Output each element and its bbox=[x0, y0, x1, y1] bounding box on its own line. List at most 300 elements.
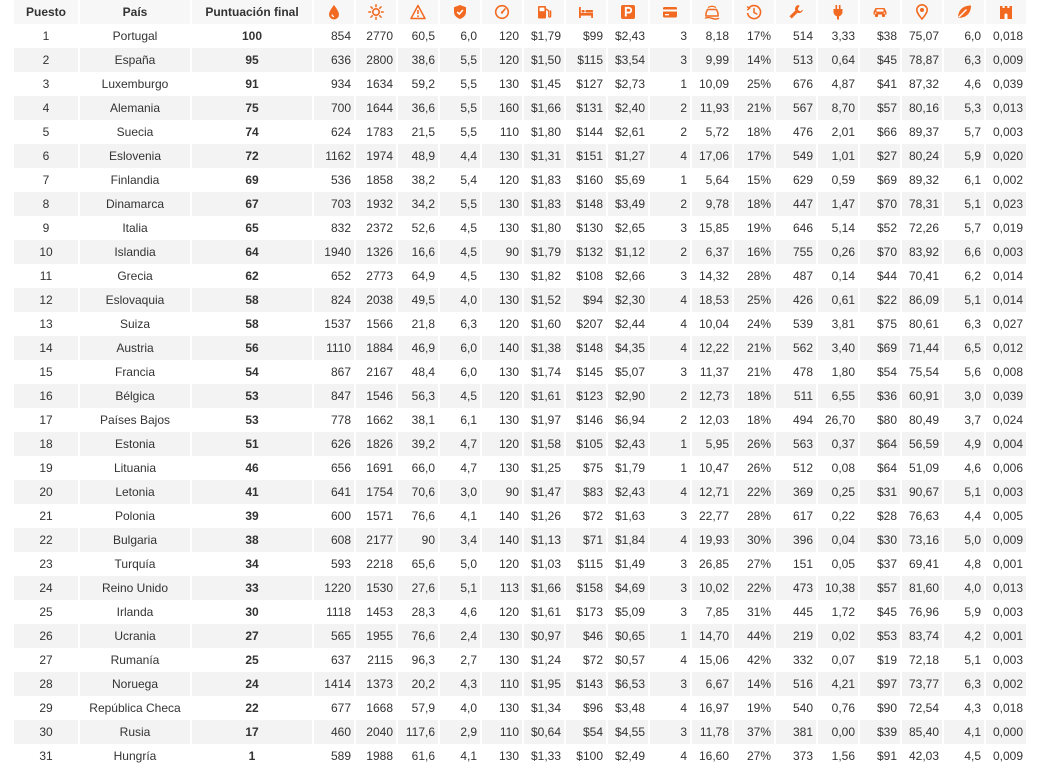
metric-cell-parking: $4,69 bbox=[608, 576, 648, 600]
metric-cell-leaf: 5,1 bbox=[944, 480, 984, 504]
rank-cell: 8 bbox=[14, 192, 78, 216]
metric-cell-car: $70 bbox=[860, 240, 900, 264]
metric-cell-ev-plug: 1,56 bbox=[831, 749, 855, 763]
metric-cell-wrench: 513 bbox=[776, 48, 816, 72]
metric-cell-sun: 1826 bbox=[356, 432, 396, 456]
metric-cell-parking: $1,84 bbox=[608, 528, 648, 552]
metric-cell-fuel-pump: $1,74 bbox=[530, 365, 561, 379]
metric-cell-ev-plug: 0,64 bbox=[818, 48, 858, 72]
metric-cell-leaf: 6,0 bbox=[964, 29, 981, 43]
metric-cell-speedometer: 90 bbox=[482, 480, 522, 504]
metric-cell-car-wash: 5,95 bbox=[692, 432, 732, 456]
metric-cell-parking: $4,35 bbox=[608, 336, 648, 360]
rank-cell: 6 bbox=[14, 144, 78, 168]
metric-cell-speedometer: 130 bbox=[498, 269, 519, 283]
metric-cell-warning: 38,6 bbox=[398, 48, 438, 72]
metric-cell-drop: 637 bbox=[330, 653, 351, 667]
table-row bbox=[14, 384, 1026, 408]
metric-cell-car-wash: 9,99 bbox=[692, 48, 732, 72]
metric-cell-car-wash: 12,03 bbox=[698, 413, 729, 427]
header-fuel bbox=[524, 0, 564, 24]
country-cell: Dinamarca bbox=[80, 192, 190, 216]
rank-cell: 15 bbox=[39, 365, 53, 379]
table-row bbox=[14, 120, 1026, 144]
metric-cell-bed: $145 bbox=[576, 365, 603, 379]
table-row bbox=[14, 720, 1026, 744]
metric-cell-warning: 76,6 bbox=[398, 624, 438, 648]
metric-cell-leaf: 4,1 bbox=[944, 720, 984, 744]
metric-cell-drop: 1118 bbox=[326, 605, 351, 619]
metric-cell-warning: 48,4 bbox=[411, 365, 435, 379]
metric-cell-car-wash: 11,78 bbox=[692, 720, 732, 744]
fuel-pump-icon bbox=[536, 4, 552, 20]
metric-cell-ev-plug: 0,59 bbox=[831, 173, 855, 187]
metric-cell-castle: 0,002 bbox=[992, 173, 1023, 187]
metric-cell-location-pin: 71,44 bbox=[902, 336, 942, 360]
metric-cell-credit-card: 2 bbox=[650, 192, 690, 216]
metric-cell-wrench: 369 bbox=[776, 480, 816, 504]
metric-cell-car-wash: 11,37 bbox=[699, 365, 729, 379]
metric-cell-parking: $5,69 bbox=[614, 173, 645, 187]
rank-cell: 21 bbox=[39, 509, 53, 523]
header-country: País bbox=[80, 0, 190, 24]
metric-cell-car-wash: 6,67 bbox=[692, 672, 732, 696]
metric-cell-location-pin: 86,09 bbox=[902, 288, 942, 312]
metric-cell-speedometer: 140 bbox=[482, 528, 522, 552]
metric-cell-warning: 76,6 bbox=[411, 509, 435, 523]
metric-cell-bed: $130 bbox=[576, 221, 603, 235]
metric-cell-car: $64 bbox=[860, 432, 900, 456]
metric-cell-clock: 15% bbox=[746, 173, 771, 187]
metric-cell-castle: 0,039 bbox=[992, 77, 1023, 91]
country-cell: Francia bbox=[114, 365, 155, 379]
metric-cell-car: $41 bbox=[876, 77, 897, 91]
country-cell: Suecia bbox=[116, 125, 154, 139]
metric-cell-parking: $3,54 bbox=[608, 48, 648, 72]
metric-cell-car: $57 bbox=[860, 96, 900, 120]
metric-cell-wrench: 540 bbox=[792, 701, 813, 715]
warning-icon bbox=[410, 4, 426, 20]
metric-cell-leaf: 4,6 bbox=[964, 77, 981, 91]
metric-cell-shield: 5,5 bbox=[440, 192, 480, 216]
metric-cell-location-pin: 42,03 bbox=[908, 749, 939, 763]
drop-icon bbox=[326, 4, 342, 20]
metric-cell-drop: 1110 bbox=[314, 336, 354, 360]
metric-cell-castle: 0,020 bbox=[986, 144, 1026, 168]
metric-cell-sun: 2038 bbox=[356, 288, 396, 312]
car-wash-icon bbox=[704, 4, 720, 20]
metric-cell-ev-plug: 3,33 bbox=[831, 29, 855, 43]
metric-cell-drop: 589 bbox=[330, 749, 351, 763]
metric-cell-leaf: 5,7 bbox=[964, 125, 981, 139]
header-row bbox=[14, 0, 1026, 24]
score-cell: 22 bbox=[245, 701, 259, 715]
metric-cell-drop: 867 bbox=[330, 365, 351, 379]
metric-cell-speedometer: 120 bbox=[498, 29, 519, 43]
metric-cell-speedometer: 110 bbox=[482, 720, 522, 744]
metric-cell-location-pin: 76,96 bbox=[908, 605, 939, 619]
metric-cell-wrench: 332 bbox=[792, 653, 813, 667]
metric-cell-car-wash: 5,64 bbox=[705, 173, 729, 187]
score-cell: 46 bbox=[245, 461, 259, 475]
metric-cell-warning: 16,6 bbox=[398, 240, 438, 264]
metric-cell-castle: 0,024 bbox=[992, 413, 1023, 427]
metric-cell-wrench: 549 bbox=[776, 144, 816, 168]
metric-cell-location-pin: 76,63 bbox=[908, 509, 939, 523]
metric-cell-shield: 5,5 bbox=[440, 48, 480, 72]
metric-cell-sun: 2218 bbox=[366, 557, 393, 571]
metric-cell-car-wash: 8,18 bbox=[705, 29, 729, 43]
metric-cell-location-pin: 83,92 bbox=[902, 240, 942, 264]
metric-cell-sun: 1530 bbox=[356, 576, 396, 600]
country-cell: Portugal bbox=[112, 29, 158, 43]
metric-cell-castle: 0,001 bbox=[986, 624, 1026, 648]
metric-cell-clock: 21% bbox=[746, 365, 771, 379]
table-row bbox=[14, 624, 1026, 648]
metric-cell-bed: $100 bbox=[576, 749, 603, 763]
header-water bbox=[314, 0, 354, 24]
metric-cell-wrench: 151 bbox=[792, 557, 813, 571]
table-row bbox=[14, 432, 1026, 456]
metric-cell-car-wash: 7,85 bbox=[705, 605, 729, 619]
metric-cell-wrench: 381 bbox=[776, 720, 816, 744]
metric-cell-castle: 0,027 bbox=[992, 317, 1023, 331]
metric-cell-castle: 0,014 bbox=[992, 269, 1023, 283]
score-cell: 75 bbox=[192, 96, 312, 120]
metric-cell-leaf: 5,1 bbox=[944, 192, 984, 216]
metric-cell-wrench: 396 bbox=[776, 528, 816, 552]
rank-cell: 24 bbox=[14, 576, 78, 600]
metric-cell-castle: 0,006 bbox=[992, 461, 1023, 475]
metric-cell-location-pin: 75,54 bbox=[908, 365, 939, 379]
metric-cell-parking: $2,90 bbox=[608, 384, 648, 408]
metric-cell-car-wash: 15,06 bbox=[698, 653, 729, 667]
metric-cell-warning: 38,2 bbox=[411, 173, 435, 187]
rank-cell: 14 bbox=[14, 336, 78, 360]
metric-cell-sun: 1662 bbox=[366, 413, 393, 427]
metric-cell-leaf: 6,3 bbox=[944, 48, 984, 72]
metric-cell-credit-card: 3 bbox=[680, 365, 687, 379]
metric-cell-fuel-pump: $1,38 bbox=[524, 336, 564, 360]
metric-cell-wrench: 646 bbox=[792, 221, 813, 235]
metric-cell-credit-card: 2 bbox=[650, 384, 690, 408]
metric-cell-drop: 565 bbox=[314, 624, 354, 648]
score-cell: 74 bbox=[245, 125, 259, 139]
metric-cell-location-pin: 80,24 bbox=[902, 144, 942, 168]
metric-cell-fuel-pump: $1,03 bbox=[530, 557, 561, 571]
table-row bbox=[14, 360, 1026, 384]
metric-cell-drop: 460 bbox=[314, 720, 354, 744]
country-cell: España bbox=[80, 48, 190, 72]
metric-cell-car: $30 bbox=[860, 528, 900, 552]
metric-cell-ev-plug: 0,76 bbox=[831, 701, 855, 715]
metric-cell-location-pin: 89,37 bbox=[908, 125, 939, 139]
rank-cell: 13 bbox=[39, 317, 53, 331]
rank-cell: 9 bbox=[42, 221, 50, 235]
metric-cell-clock: 27% bbox=[746, 749, 771, 763]
metric-cell-credit-card: 3 bbox=[650, 48, 690, 72]
metric-cell-leaf: 6,1 bbox=[964, 173, 981, 187]
header-score: Puntuación final bbox=[192, 0, 312, 24]
metric-cell-bed: $146 bbox=[576, 413, 603, 427]
score-cell: 58 bbox=[245, 317, 259, 331]
metric-cell-shield: 3,4 bbox=[440, 528, 480, 552]
metric-cell-car: $52 bbox=[876, 221, 897, 235]
score-cell: 91 bbox=[245, 77, 259, 91]
metric-cell-speedometer: 140 bbox=[498, 509, 519, 523]
metric-cell-castle: 0,005 bbox=[992, 509, 1023, 523]
metric-cell-speedometer: 130 bbox=[498, 461, 519, 475]
metric-cell-sun: 1884 bbox=[356, 336, 396, 360]
rank-cell: 2 bbox=[14, 48, 78, 72]
metric-cell-car: $80 bbox=[876, 413, 897, 427]
metric-cell-drop: 1414 bbox=[314, 672, 354, 696]
metric-cell-location-pin: 89,32 bbox=[908, 173, 939, 187]
metric-cell-drop: 641 bbox=[314, 480, 354, 504]
country-cell: Reino Unido bbox=[80, 576, 190, 600]
metric-cell-credit-card: 3 bbox=[680, 269, 687, 283]
metric-cell-car: $66 bbox=[876, 125, 897, 139]
metric-cell-leaf: 5,9 bbox=[964, 605, 981, 619]
metric-cell-clock: 18% bbox=[734, 384, 774, 408]
country-cell: Letonia bbox=[80, 480, 190, 504]
metric-cell-location-pin: 83,74 bbox=[902, 624, 942, 648]
metric-cell-warning: 59,2 bbox=[411, 77, 435, 91]
metric-cell-sun: 2372 bbox=[366, 221, 393, 235]
metric-cell-ev-plug: 5,14 bbox=[831, 221, 855, 235]
metric-cell-speedometer: 130 bbox=[498, 365, 519, 379]
metric-cell-sun: 1955 bbox=[356, 624, 396, 648]
metric-cell-ev-plug: 1,47 bbox=[818, 192, 858, 216]
table-row bbox=[14, 48, 1026, 72]
metric-cell-clock: 18% bbox=[746, 125, 771, 139]
metric-cell-wrench: 478 bbox=[792, 365, 813, 379]
metric-cell-speedometer: 110 bbox=[482, 672, 522, 696]
metric-cell-clock: 19% bbox=[746, 701, 771, 715]
metric-cell-leaf: 4,2 bbox=[944, 624, 984, 648]
metric-cell-leaf: 5,0 bbox=[944, 528, 984, 552]
country-cell: Lituania bbox=[113, 461, 157, 475]
clock-icon bbox=[746, 4, 762, 20]
metric-cell-car: $69 bbox=[876, 173, 897, 187]
table-row bbox=[14, 744, 1026, 768]
metric-cell-fuel-pump: $1,97 bbox=[530, 413, 561, 427]
metric-cell-shield: 5,5 bbox=[440, 96, 480, 120]
metric-cell-warning: 21,8 bbox=[411, 317, 435, 331]
metric-cell-clock: 26% bbox=[746, 461, 771, 475]
metric-cell-location-pin: 60,91 bbox=[902, 384, 942, 408]
metric-cell-car: $36 bbox=[860, 384, 900, 408]
metric-cell-wrench: 512 bbox=[792, 461, 813, 475]
metric-cell-wrench: 494 bbox=[792, 413, 813, 427]
metric-cell-warning: 20,2 bbox=[398, 672, 438, 696]
metric-cell-car-wash: 16,60 bbox=[698, 749, 729, 763]
metric-cell-sun: 1326 bbox=[356, 240, 396, 264]
country-cell: Italia bbox=[122, 221, 148, 235]
metric-cell-wrench: 511 bbox=[776, 384, 816, 408]
metric-cell-drop: 934 bbox=[330, 77, 351, 91]
metric-cell-shield: 4,6 bbox=[460, 605, 477, 619]
metric-cell-location-pin: 80,49 bbox=[908, 413, 939, 427]
metric-cell-parking: $0,57 bbox=[614, 653, 645, 667]
metric-cell-leaf: 4,8 bbox=[964, 557, 981, 571]
header-speed bbox=[482, 0, 522, 24]
metric-cell-car: $54 bbox=[876, 365, 897, 379]
metric-cell-clock: 24% bbox=[746, 317, 771, 331]
metric-cell-location-pin: 75,07 bbox=[908, 29, 939, 43]
country-cell: Estonia bbox=[80, 432, 190, 456]
metric-cell-credit-card: 4 bbox=[650, 336, 690, 360]
country-cell: República Checa bbox=[89, 701, 181, 715]
metric-cell-warning: 70,6 bbox=[398, 480, 438, 504]
metric-cell-car-wash: 14,70 bbox=[692, 624, 732, 648]
rank-cell: 19 bbox=[39, 461, 53, 475]
metric-cell-location-pin: 81,60 bbox=[902, 576, 942, 600]
country-cell: Alemania bbox=[80, 96, 190, 120]
rank-cell: 5 bbox=[42, 125, 50, 139]
ev-plug-icon bbox=[830, 4, 846, 20]
metric-cell-parking: $6,53 bbox=[608, 672, 648, 696]
metric-cell-speedometer: 130 bbox=[498, 221, 519, 235]
metric-cell-shield: 4,5 bbox=[440, 384, 480, 408]
score-cell: 51 bbox=[192, 432, 312, 456]
table-row bbox=[14, 576, 1026, 600]
metric-cell-parking: $1,49 bbox=[614, 557, 645, 571]
score-cell: 54 bbox=[245, 365, 259, 379]
metric-cell-shield: 6,0 bbox=[460, 365, 477, 379]
metric-cell-sun: 1566 bbox=[366, 317, 393, 331]
metric-cell-castle: 0,004 bbox=[986, 432, 1026, 456]
metric-cell-bed: $132 bbox=[566, 240, 606, 264]
metric-cell-parking: $3,49 bbox=[608, 192, 648, 216]
metric-cell-ev-plug: 0,26 bbox=[818, 240, 858, 264]
metric-cell-car: $75 bbox=[876, 317, 897, 331]
table-row bbox=[14, 312, 1026, 336]
metric-cell-wrench: 473 bbox=[776, 576, 816, 600]
metric-cell-fuel-pump: $1,80 bbox=[530, 221, 561, 235]
metric-cell-ev-plug: 0,02 bbox=[818, 624, 858, 648]
metric-cell-credit-card: 4 bbox=[680, 701, 687, 715]
metric-cell-parking: $2,65 bbox=[614, 221, 645, 235]
rank-cell: 1 bbox=[42, 29, 50, 43]
metric-cell-shield: 3,0 bbox=[440, 480, 480, 504]
metric-cell-car-wash: 22,77 bbox=[698, 509, 729, 523]
metric-cell-bed: $173 bbox=[576, 605, 603, 619]
country-cell: Rumanía bbox=[110, 653, 160, 667]
rank-cell: 3 bbox=[42, 77, 50, 91]
metric-cell-drop: 636 bbox=[314, 48, 354, 72]
metric-cell-parking: $1,12 bbox=[608, 240, 648, 264]
metric-cell-location-pin: 72,18 bbox=[908, 653, 939, 667]
metric-cell-wrench: 373 bbox=[792, 749, 813, 763]
metric-cell-clock: 14% bbox=[734, 672, 774, 696]
wrench-icon bbox=[788, 4, 804, 20]
metric-cell-car: $39 bbox=[860, 720, 900, 744]
metric-cell-bed: $54 bbox=[566, 720, 606, 744]
metric-cell-castle: 0,009 bbox=[992, 749, 1023, 763]
metric-cell-parking: $1,27 bbox=[608, 144, 648, 168]
metric-cell-castle: 0,001 bbox=[992, 557, 1023, 571]
metric-cell-shield: 4,5 bbox=[440, 240, 480, 264]
metric-cell-clock: 17% bbox=[746, 29, 771, 43]
metric-cell-leaf: 3,0 bbox=[944, 384, 984, 408]
metric-cell-bed: $96 bbox=[582, 701, 603, 715]
rank-cell: 31 bbox=[39, 749, 53, 763]
country-cell: Irlanda bbox=[116, 605, 154, 619]
table-row bbox=[14, 288, 1026, 312]
metric-cell-drop: 593 bbox=[330, 557, 351, 571]
metric-cell-fuel-pump: $1,52 bbox=[524, 288, 564, 312]
metric-cell-warning: 52,6 bbox=[411, 221, 435, 235]
metric-cell-bed: $151 bbox=[566, 144, 606, 168]
metric-cell-credit-card: 3 bbox=[650, 720, 690, 744]
metric-cell-ev-plug: 2,01 bbox=[831, 125, 855, 139]
metric-cell-drop: 824 bbox=[314, 288, 354, 312]
table-row bbox=[14, 696, 1026, 720]
metric-cell-bed: $99 bbox=[582, 29, 603, 43]
metric-cell-car-wash: 12,71 bbox=[692, 480, 732, 504]
table-row bbox=[14, 72, 1026, 96]
metric-cell-speedometer: 130 bbox=[482, 288, 522, 312]
metric-cell-credit-card: 1 bbox=[650, 432, 690, 456]
car-icon bbox=[872, 4, 888, 20]
metric-cell-credit-card: 4 bbox=[650, 144, 690, 168]
metric-cell-parking: $1,79 bbox=[614, 461, 645, 475]
metric-cell-wrench: 514 bbox=[792, 29, 813, 43]
metric-cell-fuel-pump: $1,83 bbox=[530, 173, 561, 187]
table-row bbox=[14, 504, 1026, 528]
metric-cell-leaf: 4,5 bbox=[964, 749, 981, 763]
metric-cell-car-wash: 12,22 bbox=[692, 336, 732, 360]
metric-cell-sun: 2167 bbox=[366, 365, 393, 379]
metric-cell-ev-plug: 0,14 bbox=[831, 269, 855, 283]
header-heritage bbox=[986, 0, 1026, 24]
metric-cell-sun: 1668 bbox=[366, 701, 393, 715]
country-cell: Hungría bbox=[113, 749, 157, 763]
metric-cell-fuel-pump: $1,61 bbox=[530, 605, 561, 619]
metric-cell-shield: 4,5 bbox=[460, 269, 477, 283]
metric-cell-clock: 22% bbox=[734, 576, 774, 600]
bed-icon bbox=[578, 4, 594, 20]
metric-cell-parking: $2,66 bbox=[614, 269, 645, 283]
metric-cell-castle: 0,003 bbox=[992, 125, 1023, 139]
table-row bbox=[14, 144, 1026, 168]
metric-cell-sun: 1634 bbox=[366, 77, 393, 91]
score-cell: 62 bbox=[245, 269, 259, 283]
metric-cell-sun: 1932 bbox=[356, 192, 396, 216]
country-cell: Suiza bbox=[119, 317, 151, 331]
metric-cell-clock: 26% bbox=[734, 432, 774, 456]
metric-cell-castle: 0,003 bbox=[986, 480, 1026, 504]
metric-cell-speedometer: 130 bbox=[498, 653, 519, 667]
metric-cell-wrench: 476 bbox=[792, 125, 813, 139]
metric-cell-leaf: 5,9 bbox=[944, 144, 984, 168]
metric-cell-location-pin: 85,40 bbox=[902, 720, 942, 744]
metric-cell-ev-plug: 0,22 bbox=[831, 509, 855, 523]
header-shield bbox=[440, 0, 480, 24]
metric-cell-ev-plug: 10,38 bbox=[818, 576, 858, 600]
metric-cell-shield: 2,4 bbox=[440, 624, 480, 648]
metric-cell-drop: 703 bbox=[314, 192, 354, 216]
metric-cell-location-pin: 90,67 bbox=[902, 480, 942, 504]
metric-cell-car: $91 bbox=[876, 749, 897, 763]
metric-cell-speedometer: 120 bbox=[498, 173, 519, 187]
metric-cell-parking: $2,61 bbox=[614, 125, 645, 139]
metric-cell-credit-card: 2 bbox=[680, 413, 687, 427]
rank-cell: 29 bbox=[39, 701, 53, 715]
metric-cell-wrench: 219 bbox=[776, 624, 816, 648]
score-cell: 69 bbox=[245, 173, 259, 187]
